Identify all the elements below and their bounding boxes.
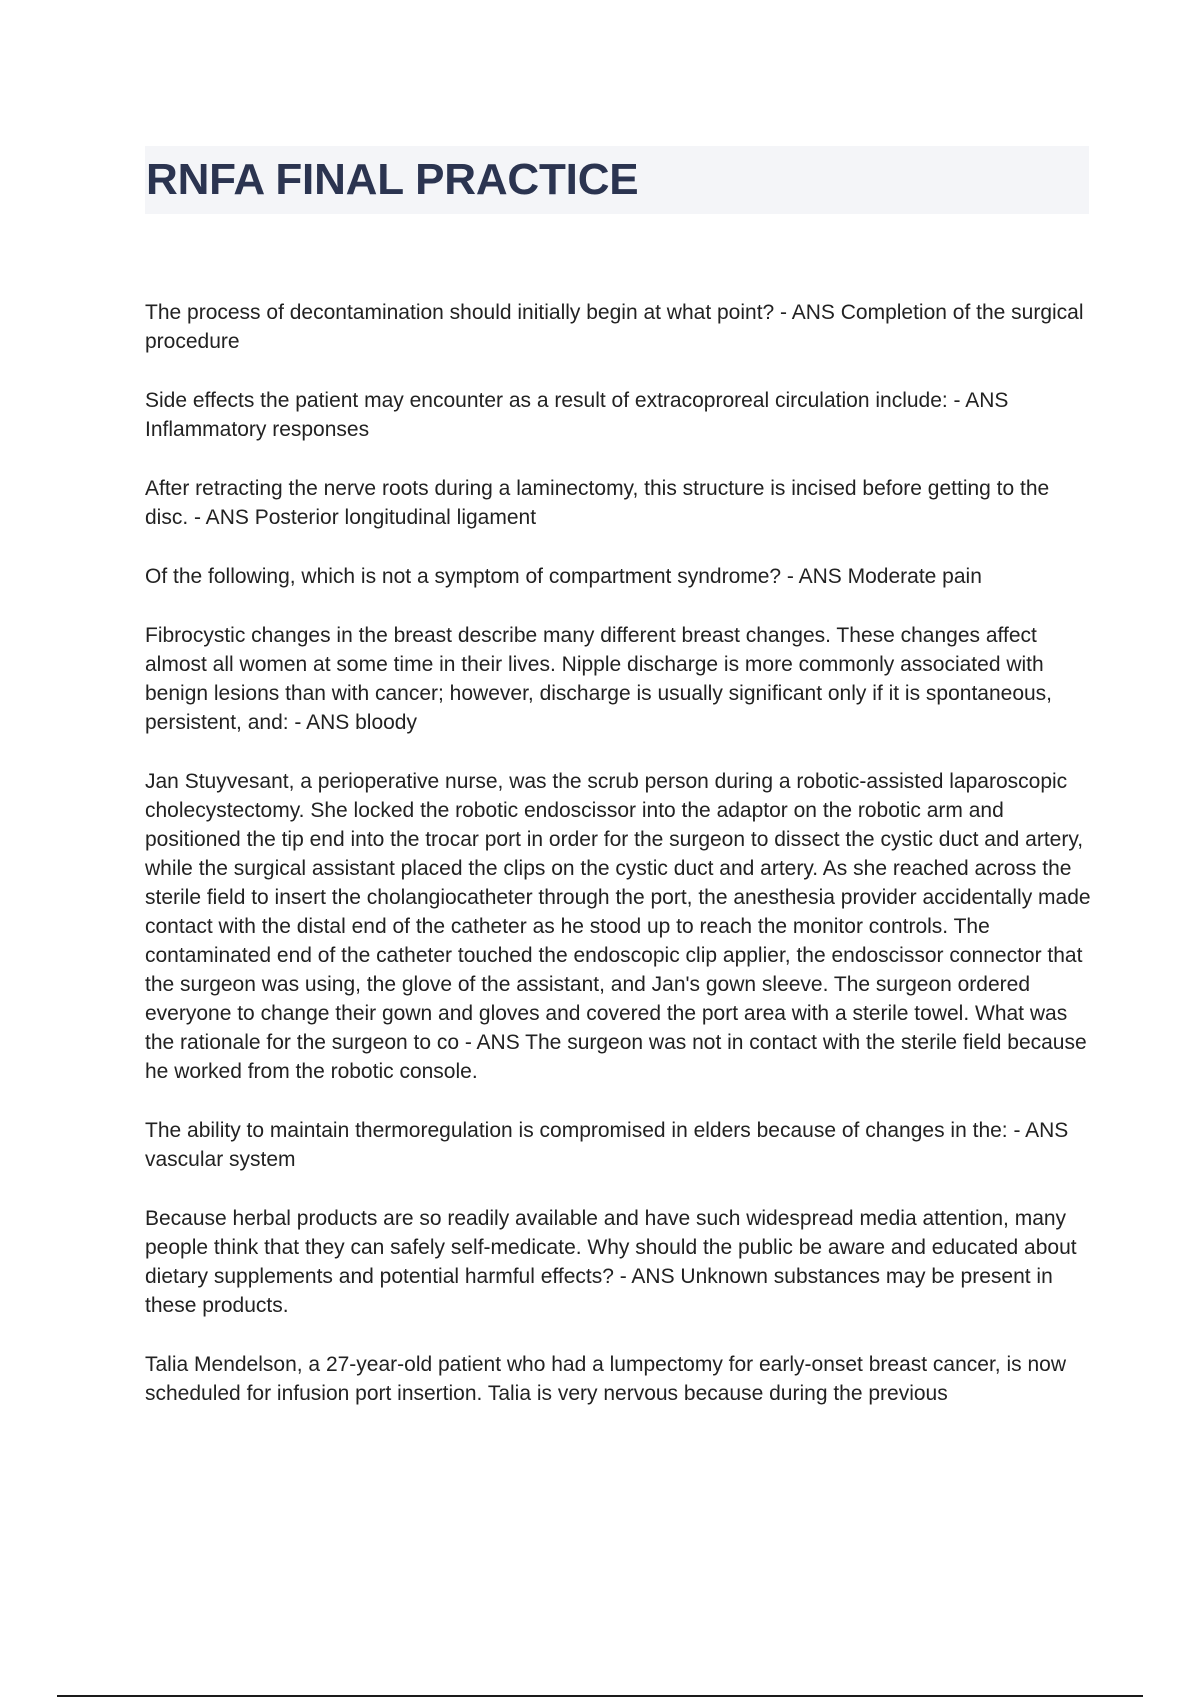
qa-entry-6: Jan Stuyvesant, a perioperative nurse, was the scrub person during a robotic-assisted laparoscopic cholecystectomy. She locked the robotic endoscissor into the adaptor on the robotic arm and positioned the tip end into the trocar port in order for the surgeon to dissect the cystic duct and artery, while the surgical assistant placed the clips on the cystic duct and artery. As she reached across the sterile field to insert the cholangiocatheter through the port, the anesthesia provider accidentally made contact with the distal end of the catheter as he stood up to reach the monitor controls. The contaminated end of the catheter touched the endoscopic clip applier, the endoscissor connector that the surgeon was using, the glove of the assistant, and Jan's gown sleeve. The surgeon ordered everyone to change their gown and gloves and covered the port area with a sterile towel. What was the rationale for the surgeon to co - ANS The surgeon was not in contact with the sterile field because he worked from the robotic console.: [145, 770, 1091, 1083]
qa-entry-5: Fibrocystic changes in the breast describe many different breast changes. These changes affect almost all women at some time in their lives. Nipple discharge is more commonly associated with benign lesions than with cancer; however, discharge is usually significant only if it is spontaneous, persistent, and: - ANS bloody: [145, 624, 1053, 734]
qa-entry-8: Because herbal products are so readily available and have such widespread media attention, many people think that they can safely self-medicate. Why should the public be aware and educated about dietary supplements and potential harmful effects? - ANS Unknown substances may be present in these products.: [145, 1207, 1077, 1317]
document-title: RNFA FINAL PRACTICE: [146, 155, 639, 204]
qa-entry-2: Side effects the patient may encounter as a result of extracoproreal circulation include: - ANS Inflammatory responses: [145, 389, 1009, 441]
qa-entry-7: The ability to maintain thermoregulation is compromised in elders because of changes in the: - ANS vascular system: [145, 1119, 1069, 1171]
footer-divider: [57, 1695, 1143, 1697]
qa-list: [145, 298, 1095, 1438]
title-band: [145, 146, 1089, 214]
qa-entry-3: After retracting the nerve roots during a laminectomy, this structure is incised before getting to the disc. - ANS Posterior longitudinal ligament: [145, 477, 1050, 529]
qa-entry-1: The process of decontamination should initially begin at what point? - ANS Completion of the surgical procedure: [145, 301, 1084, 353]
qa-entry-4: Of the following, which is not a symptom of compartment syndrome? - ANS Moderate pain: [145, 565, 982, 588]
qa-entry-9: Talia Mendelson, a 27-year-old patient who had a lumpectomy for early-onset breast cancer, is now scheduled for infusion port insertion. Talia is very nervous because during the previous: [145, 1353, 1066, 1405]
